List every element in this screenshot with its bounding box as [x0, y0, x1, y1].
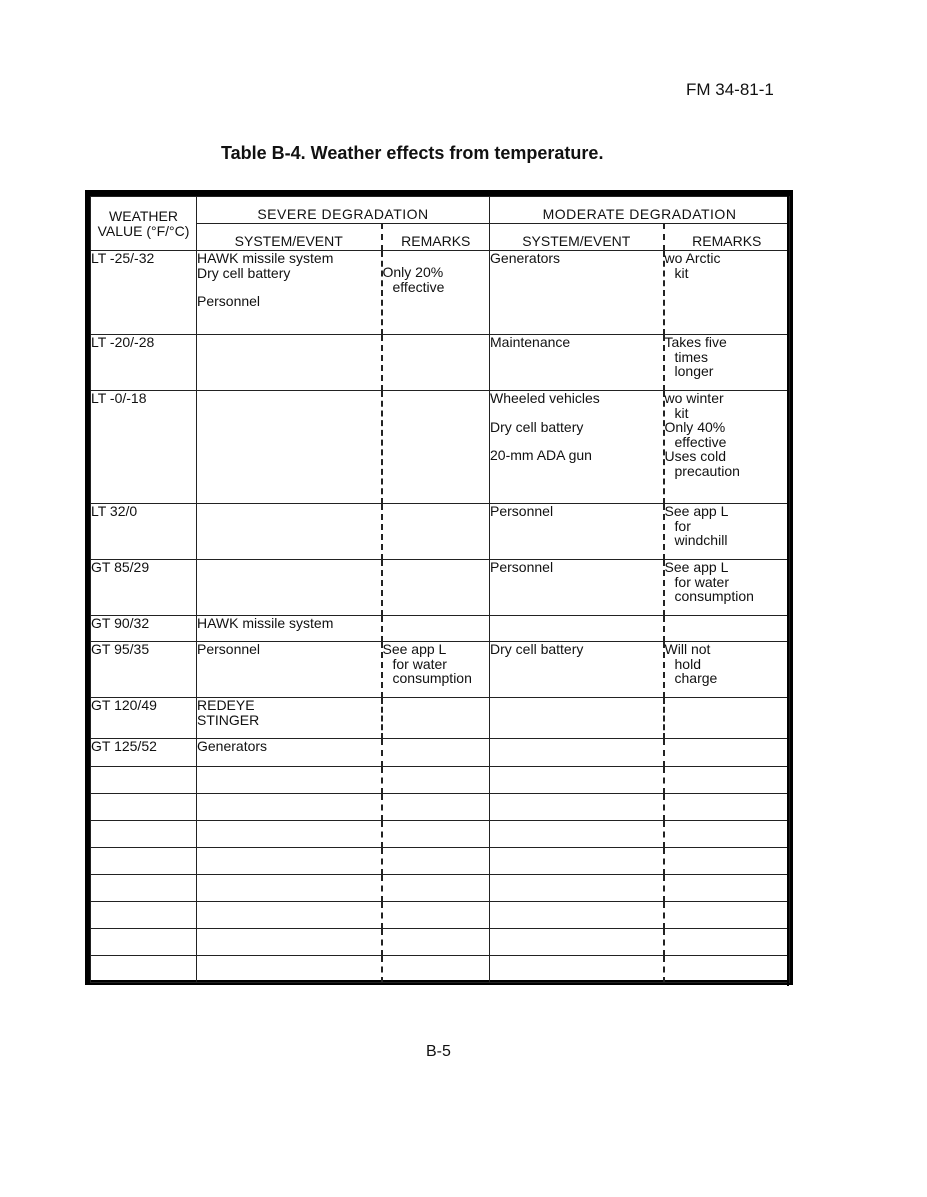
- blank-cell: [197, 902, 382, 929]
- moderate-remarks-cell-line: precaution: [674, 462, 740, 479]
- severe-remarks-cell: [382, 504, 490, 560]
- moderate-system-cell: [490, 616, 664, 642]
- col-moderate-system: SYSTEM/EVENT: [490, 224, 664, 251]
- blank-cell: [664, 767, 790, 794]
- severe-remarks-cell: [382, 698, 490, 739]
- moderate-remarks-cell: [664, 739, 790, 767]
- blank-cell: [197, 821, 382, 848]
- moderate-system-cell: [490, 504, 664, 560]
- blank-cell: [490, 929, 664, 956]
- moderate-remarks-cell: [664, 504, 790, 560]
- blank-cell: [490, 848, 664, 875]
- frame-right-rule: [787, 196, 789, 986]
- weather-value-cell: GT 120/49: [91, 698, 197, 739]
- blank-cell: [197, 929, 382, 956]
- blank-row: [91, 875, 790, 902]
- moderate-remarks-cell-line: charge: [674, 670, 718, 686]
- weather-value-cell: GT 125/52: [91, 739, 197, 767]
- weather-value-cell: GT 90/32: [91, 616, 197, 642]
- severe-remarks-cell: [382, 560, 490, 616]
- blank-cell: [197, 848, 382, 875]
- severe-remarks-cell: [382, 251, 490, 335]
- weather-value-cell: LT -20/-28: [91, 335, 197, 391]
- blank-cell: [382, 875, 490, 902]
- severe-system-cell-line: Personnel: [197, 293, 261, 309]
- moderate-remarks-cell-line: kit: [674, 264, 689, 281]
- moderate-remarks-cell-line: for: [674, 517, 691, 534]
- moderate-remarks-cell-line: longer: [674, 363, 714, 379]
- blank-cell: [382, 956, 490, 983]
- moderate-remarks-cell: [664, 251, 790, 335]
- moderate-remarks-cell-line: windchill: [674, 532, 728, 548]
- moderate-remarks-cell-line: for water: [674, 573, 729, 590]
- severe-remarks-cell-line: [383, 251, 490, 265]
- group-moderate-header: MODERATE DEGRADATION: [490, 197, 790, 224]
- moderate-remarks-cell-line: times: [674, 348, 708, 365]
- moderate-system-cell-line: Personnel: [490, 559, 554, 575]
- moderate-remarks-cell-line: wo Arctic: [664, 250, 721, 266]
- blank-cell: [91, 929, 197, 956]
- table-title: Table B-4. Weather effects from temperature.: [221, 143, 604, 163]
- severe-remarks-cell-line: effective: [392, 278, 445, 295]
- weather-value-cell: LT 32/0: [91, 504, 197, 560]
- severe-system-cell-line: HAWK missile system: [197, 250, 334, 266]
- moderate-remarks-cell: [664, 391, 790, 504]
- weather-value-cell: GT 85/29: [91, 560, 197, 616]
- moderate-system-cell-line: Dry cell battery: [490, 641, 584, 657]
- table-row: [91, 335, 790, 391]
- moderate-system-cell: [490, 698, 664, 739]
- moderate-system-cell: [490, 335, 664, 391]
- moderate-remarks-cell-line: effective: [674, 433, 727, 450]
- blank-cell: [490, 767, 664, 794]
- severe-remarks-cell: [382, 642, 490, 698]
- blank-cell: [91, 848, 197, 875]
- blank-cell: [382, 794, 490, 821]
- moderate-remarks-cell-line: wo winter: [664, 390, 724, 406]
- moderate-system-cell-line: Personnel: [490, 503, 554, 519]
- severe-system-cell: [197, 504, 382, 560]
- blank-cell: [91, 875, 197, 902]
- blank-cell: [382, 767, 490, 794]
- blank-cell: [664, 848, 790, 875]
- blank-row: [91, 848, 790, 875]
- blank-cell: [197, 875, 382, 902]
- moderate-remarks-cell: [664, 335, 790, 391]
- blank-row: [91, 767, 790, 794]
- group-severe-header: SEVERE DEGRADATION: [197, 197, 490, 224]
- blank-row: [91, 821, 790, 848]
- severe-remarks-cell: [382, 616, 490, 642]
- blank-cell: [91, 902, 197, 929]
- moderate-system-cell: [490, 739, 664, 767]
- blank-cell: [490, 956, 664, 983]
- blank-cell: [490, 821, 664, 848]
- col-moderate-remarks: REMARKS: [664, 224, 790, 251]
- blank-cell: [664, 929, 790, 956]
- weather-value-cell: LT -0/-18: [91, 391, 197, 504]
- severe-remarks-cell-line: See app L: [382, 641, 447, 657]
- moderate-system-cell-line: Generators: [490, 250, 561, 266]
- blank-cell: [91, 767, 197, 794]
- table-frame: [85, 190, 793, 985]
- severe-remarks-cell-line: for water: [392, 655, 447, 672]
- header-id: FM 34-81-1: [686, 80, 774, 99]
- blank-cell: [490, 902, 664, 929]
- blank-cell: [490, 875, 664, 902]
- weather-value-cell: GT 95/35: [91, 642, 197, 698]
- moderate-remarks-cell: [664, 698, 790, 739]
- blank-cell: [490, 794, 664, 821]
- moderate-remarks-cell-line: consumption: [674, 588, 754, 604]
- severe-system-cell: [197, 251, 382, 335]
- blank-cell: [664, 821, 790, 848]
- severe-system-cell: [197, 698, 382, 739]
- blank-cell: [91, 821, 197, 848]
- moderate-system-cell: [490, 251, 664, 335]
- blank-cell: [382, 848, 490, 875]
- blank-cell: [664, 902, 790, 929]
- severe-remarks-cell: [382, 335, 490, 391]
- blank-cell: [664, 875, 790, 902]
- severe-remarks-cell: [382, 391, 490, 504]
- blank-cell: [382, 902, 490, 929]
- table-row: [91, 504, 790, 560]
- moderate-remarks-cell: [664, 560, 790, 616]
- weather-value-cell: LT -25/-32: [91, 251, 197, 335]
- severe-remarks-cell: [382, 739, 490, 767]
- severe-remarks-cell-line: consumption: [392, 670, 472, 686]
- table-row: [91, 698, 790, 739]
- table-row: [91, 739, 790, 767]
- moderate-remarks-cell-line: Takes five: [664, 334, 727, 350]
- table-row: [91, 616, 790, 642]
- severe-system-cell-line: Generators: [197, 738, 268, 754]
- severe-system-cell-line: REDEYE: [197, 697, 255, 713]
- moderate-system-cell-line: [490, 434, 663, 448]
- blank-cell: [382, 821, 490, 848]
- severe-system-cell: [197, 560, 382, 616]
- moderate-remarks-cell-line: kit: [674, 404, 689, 421]
- severe-system-cell-line: Dry cell battery: [197, 264, 291, 281]
- moderate-system-cell-line: Maintenance: [490, 334, 571, 350]
- moderate-system-cell: [490, 391, 664, 504]
- blank-cell: [382, 929, 490, 956]
- severe-system-cell-line: STINGER: [197, 711, 260, 728]
- blank-cell: [664, 794, 790, 821]
- severe-system-cell: [197, 335, 382, 391]
- severe-system-cell: [197, 739, 382, 767]
- col-severe-remarks: REMARKS: [382, 224, 490, 251]
- page-footer: B-5: [426, 1043, 451, 1060]
- moderate-remarks-cell: [664, 616, 790, 642]
- blank-cell: [197, 767, 382, 794]
- moderate-remarks-cell-line: See app L: [664, 559, 729, 575]
- moderate-remarks-cell-line: hold: [674, 655, 701, 672]
- moderate-system-cell-line: Wheeled vehicles: [490, 390, 600, 406]
- blank-cell: [91, 956, 197, 983]
- moderate-remarks-cell-line: Uses cold: [664, 448, 726, 464]
- table-row: [91, 251, 790, 335]
- moderate-system-cell-line: Dry cell battery: [490, 418, 584, 435]
- moderate-system-cell-line: 20-mm ADA gun: [490, 447, 592, 463]
- table-row: [91, 391, 790, 504]
- moderate-remarks-cell-line: See app L: [664, 503, 729, 519]
- severe-system-cell: [197, 391, 382, 504]
- blank-row: [91, 794, 790, 821]
- moderate-remarks-cell: [664, 642, 790, 698]
- severe-system-cell-line: HAWK missile system: [197, 615, 334, 631]
- table-row: [91, 560, 790, 616]
- blank-cell: [91, 794, 197, 821]
- severe-system-cell: [197, 642, 382, 698]
- severe-system-cell-line: Personnel: [197, 641, 261, 657]
- blank-cell: [664, 956, 790, 983]
- moderate-remarks-cell-line: Only 40%: [664, 419, 726, 435]
- weather-table: [90, 196, 790, 983]
- blank-cell: [197, 956, 382, 983]
- severe-system-cell: [197, 616, 382, 642]
- moderate-system-cell: [490, 642, 664, 698]
- severe-remarks-cell-line: Only 20%: [382, 264, 444, 280]
- blank-row: [91, 929, 790, 956]
- blank-row: [91, 902, 790, 929]
- blank-row: [91, 956, 790, 983]
- moderate-system-cell: [490, 560, 664, 616]
- table-row: [91, 642, 790, 698]
- moderate-system-cell-line: [490, 406, 663, 420]
- blank-cell: [197, 794, 382, 821]
- col-weather-header: WEATHER VALUE (°F/°C): [91, 197, 197, 251]
- severe-system-cell-line: [197, 280, 381, 294]
- col-severe-system: SYSTEM/EVENT: [197, 224, 382, 251]
- moderate-remarks-cell-line: Will not: [664, 641, 711, 657]
